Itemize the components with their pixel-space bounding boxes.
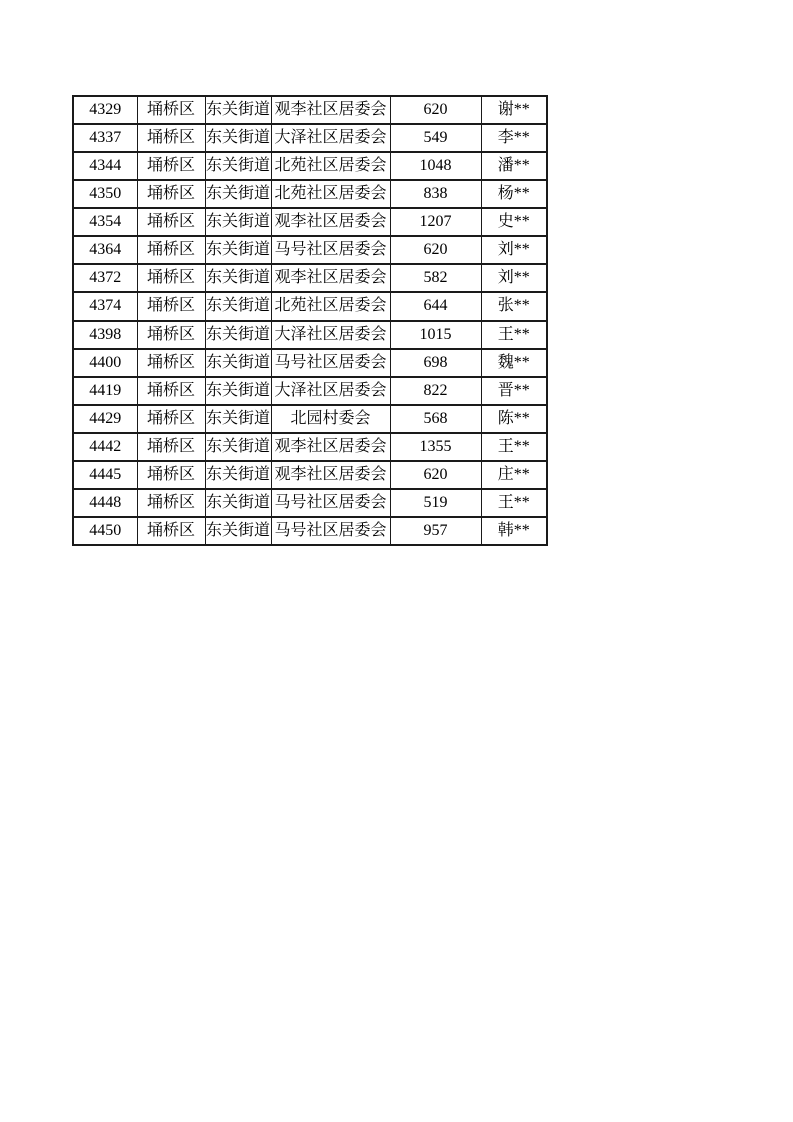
cell-value: 957 (390, 517, 481, 545)
cell-district: 埇桥区 (137, 180, 205, 208)
cell-serial: 4364 (73, 236, 137, 264)
cell-name: 韩** (481, 517, 547, 545)
cell-organization: 观李社区居委会 (271, 461, 390, 489)
table-row (73, 208, 547, 236)
table-row (73, 264, 547, 292)
table-row (73, 292, 547, 320)
cell-street: 东关街道 (205, 517, 271, 545)
cell-district: 埇桥区 (137, 321, 205, 349)
cell-value: 620 (390, 461, 481, 489)
cell-district: 埇桥区 (137, 152, 205, 180)
cell-organization: 观李社区居委会 (271, 96, 390, 124)
cell-serial: 4442 (73, 433, 137, 461)
cell-name: 王** (481, 433, 547, 461)
table-row (73, 124, 547, 152)
cell-serial: 4398 (73, 321, 137, 349)
table-row (73, 433, 547, 461)
cell-district: 埇桥区 (137, 208, 205, 236)
cell-serial: 4429 (73, 405, 137, 433)
cell-district: 埇桥区 (137, 405, 205, 433)
cell-value: 1048 (390, 152, 481, 180)
cell-name: 王** (481, 489, 547, 517)
table-row (73, 405, 547, 433)
cell-organization: 观李社区居委会 (271, 433, 390, 461)
cell-value: 519 (390, 489, 481, 517)
cell-name: 魏** (481, 349, 547, 377)
cell-value: 1015 (390, 321, 481, 349)
cell-street: 东关街道 (205, 405, 271, 433)
cell-serial: 4448 (73, 489, 137, 517)
cell-district: 埇桥区 (137, 264, 205, 292)
cell-serial: 4350 (73, 180, 137, 208)
records-table (72, 95, 548, 546)
cell-district: 埇桥区 (137, 377, 205, 405)
cell-value: 620 (390, 236, 481, 264)
cell-name: 王** (481, 321, 547, 349)
table-row (73, 461, 547, 489)
cell-name: 陈** (481, 405, 547, 433)
table-row (73, 517, 547, 545)
cell-serial: 4372 (73, 264, 137, 292)
cell-street: 东关街道 (205, 152, 271, 180)
cell-value: 644 (390, 292, 481, 320)
cell-district: 埇桥区 (137, 517, 205, 545)
cell-serial: 4344 (73, 152, 137, 180)
cell-street: 东关街道 (205, 180, 271, 208)
cell-district: 埇桥区 (137, 236, 205, 264)
cell-serial: 4450 (73, 517, 137, 545)
cell-name: 刘** (481, 264, 547, 292)
cell-district: 埇桥区 (137, 292, 205, 320)
records-table-body (73, 96, 547, 545)
cell-street: 东关街道 (205, 349, 271, 377)
cell-value: 1207 (390, 208, 481, 236)
cell-value: 582 (390, 264, 481, 292)
cell-name: 刘** (481, 236, 547, 264)
cell-serial: 4337 (73, 124, 137, 152)
cell-value: 549 (390, 124, 481, 152)
cell-name: 杨** (481, 180, 547, 208)
cell-name: 张** (481, 292, 547, 320)
table-row (73, 377, 547, 405)
cell-street: 东关街道 (205, 96, 271, 124)
cell-name: 史** (481, 208, 547, 236)
cell-street: 东关街道 (205, 377, 271, 405)
cell-value: 1355 (390, 433, 481, 461)
cell-street: 东关街道 (205, 292, 271, 320)
cell-organization: 北苑社区居委会 (271, 292, 390, 320)
cell-district: 埇桥区 (137, 461, 205, 489)
cell-organization: 北苑社区居委会 (271, 152, 390, 180)
cell-name: 庄** (481, 461, 547, 489)
cell-organization: 马号社区居委会 (271, 489, 390, 517)
cell-name: 晋** (481, 377, 547, 405)
cell-organization: 大泽社区居委会 (271, 321, 390, 349)
cell-district: 埇桥区 (137, 124, 205, 152)
cell-name: 潘** (481, 152, 547, 180)
cell-serial: 4445 (73, 461, 137, 489)
cell-district: 埇桥区 (137, 96, 205, 124)
table-row (73, 96, 547, 124)
cell-street: 东关街道 (205, 321, 271, 349)
cell-value: 620 (390, 96, 481, 124)
table-row (73, 489, 547, 517)
cell-street: 东关街道 (205, 124, 271, 152)
cell-serial: 4329 (73, 96, 137, 124)
cell-value: 822 (390, 377, 481, 405)
cell-street: 东关街道 (205, 489, 271, 517)
cell-organization: 大泽社区居委会 (271, 377, 390, 405)
cell-street: 东关街道 (205, 461, 271, 489)
cell-street: 东关街道 (205, 264, 271, 292)
cell-name: 谢** (481, 96, 547, 124)
cell-district: 埇桥区 (137, 489, 205, 517)
cell-street: 东关街道 (205, 433, 271, 461)
table-row (73, 152, 547, 180)
cell-value: 698 (390, 349, 481, 377)
cell-value: 838 (390, 180, 481, 208)
cell-serial: 4374 (73, 292, 137, 320)
table-row (73, 349, 547, 377)
cell-organization: 北苑社区居委会 (271, 180, 390, 208)
cell-organization: 马号社区居委会 (271, 349, 390, 377)
table-row (73, 180, 547, 208)
cell-organization: 北园村委会 (271, 405, 390, 433)
cell-organization: 大泽社区居委会 (271, 124, 390, 152)
cell-organization: 马号社区居委会 (271, 236, 390, 264)
table-row (73, 321, 547, 349)
cell-name: 李** (481, 124, 547, 152)
cell-value: 568 (390, 405, 481, 433)
cell-street: 东关街道 (205, 208, 271, 236)
cell-serial: 4354 (73, 208, 137, 236)
cell-organization: 马号社区居委会 (271, 517, 390, 545)
cell-organization: 观李社区居委会 (271, 264, 390, 292)
cell-serial: 4400 (73, 349, 137, 377)
cell-street: 东关街道 (205, 236, 271, 264)
cell-district: 埇桥区 (137, 349, 205, 377)
cell-organization: 观李社区居委会 (271, 208, 390, 236)
cell-district: 埇桥区 (137, 433, 205, 461)
table-row (73, 236, 547, 264)
cell-serial: 4419 (73, 377, 137, 405)
